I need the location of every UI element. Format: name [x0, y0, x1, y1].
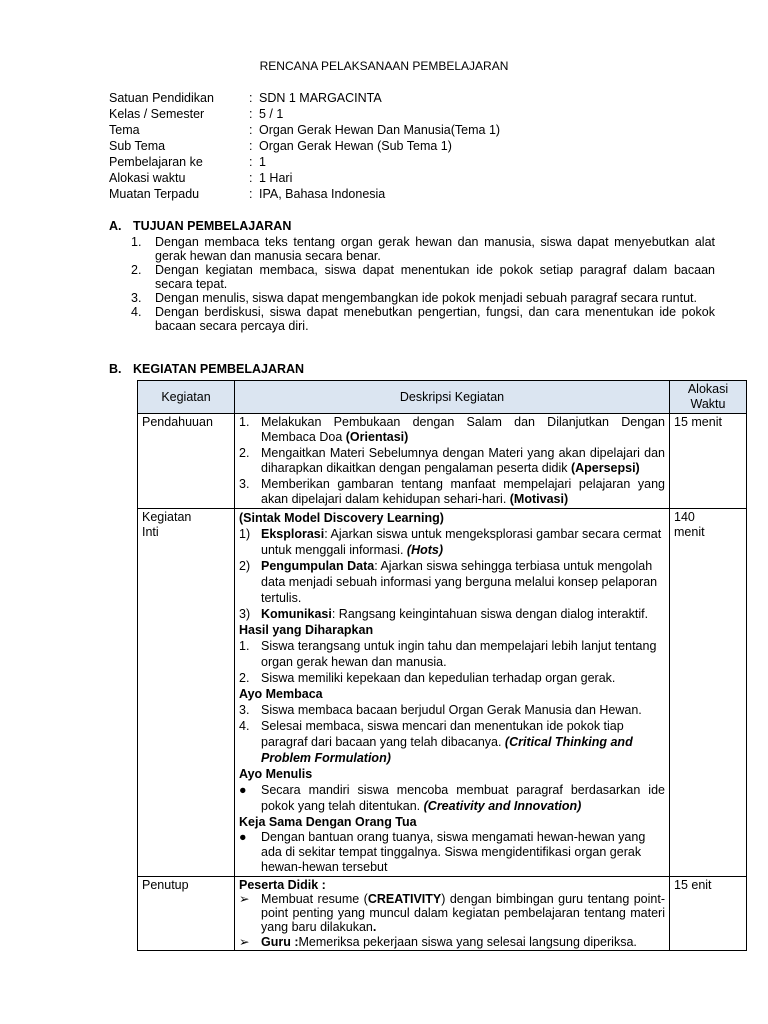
item-number: 3. [239, 703, 250, 717]
item-tag: (Orientasi) [345, 430, 409, 444]
list-item [131, 291, 715, 305]
item-text: : Ajarkan siswa untuk mengeksplorasi gambar secara cermat untuk menggali informasi. [261, 527, 662, 557]
section-b-heading [109, 362, 304, 377]
list-item [239, 782, 665, 814]
step-label: Komunikasi [261, 607, 332, 621]
header-alokasi [670, 381, 747, 414]
identity-colon: : [249, 139, 253, 153]
list-item [239, 526, 665, 558]
cell-phase [138, 877, 235, 951]
time-value: 15 menit [674, 415, 722, 429]
table-row [138, 877, 747, 951]
cell-time [670, 509, 747, 877]
identity-label: Sub Tema [109, 139, 166, 153]
item-text: Dengan membaca teks tentang organ gerak hewan dan manusia, siswa dapat menyebutkan alat gerak hewan dan manusia secara benar. [155, 235, 715, 263]
list-item [239, 415, 665, 445]
table-row [138, 414, 747, 509]
header-alokasi-line2: Waktu [690, 397, 726, 411]
cell-time [670, 877, 747, 951]
item-tag: (Creativity and Innovation) [423, 799, 582, 813]
identity-row [109, 91, 500, 107]
item-text: Dengan kegiatan membaca, siswa dapat menentukan ide pokok setiap paragraf dalam bacaan secara tepat. [155, 263, 715, 291]
identity-block [109, 91, 500, 203]
item-number: 3. [131, 291, 142, 305]
list-item [239, 446, 665, 476]
item-number: 1. [239, 639, 250, 653]
item-text: Siswa memiliki kepekaan dan kepedulian terhadap organ gerak. [261, 671, 616, 685]
phase-name-line2: Inti [142, 525, 159, 539]
time-value: 15 enit [674, 878, 712, 892]
cell-description [235, 877, 670, 951]
activities-table [137, 380, 747, 951]
list-item [239, 606, 665, 622]
item-number: 3) [239, 607, 251, 621]
identity-value: SDN 1 MARGACINTA [259, 91, 382, 105]
item-number: 2. [131, 263, 142, 277]
list-item [131, 263, 715, 291]
item-tag: (Hots) [406, 543, 444, 557]
list-item [239, 702, 665, 718]
item-number: 1) [239, 527, 251, 541]
time-value-line2: menit [674, 525, 705, 539]
item-tag: (Critical Thinking and Problem Formulation) [261, 735, 633, 765]
peserta-heading: Peserta Didik : [239, 878, 326, 892]
item-text: Dengan bantuan orang tuanya, siswa mengamati hewan-hewan yang ada di sekitar tempat tinggalnya. Siswa mengidentifikasi organ gerak hewan-hewan tersebut [261, 830, 646, 874]
phase-name-line1: Kegiatan [142, 510, 192, 524]
item-text: : Rangsang keingintahuan siswa dengan dialog interaktif. [331, 607, 649, 621]
item-number: 1. [239, 415, 250, 429]
membaca-heading: Ayo Membaca [239, 687, 323, 701]
arrow-bullet-icon: ➢ [239, 935, 250, 949]
identity-value: IPA, Bahasa Indonesia [259, 187, 386, 201]
section-title: TUJUAN PEMBELAJARAN [133, 219, 292, 233]
item-tag: (Apersepsi) [570, 461, 640, 475]
item-text: Selesai membaca, siswa mencari dan menentukan ide pokok tiap paragraf dari bacaan yang telah dibacanya. [261, 719, 624, 749]
identity-row [109, 187, 500, 203]
step-label: Eksplorasi [261, 527, 325, 541]
header-deskripsi: Deskripsi Kegiatan [235, 381, 670, 414]
item-text: Memberikan gambaran tentang manfaat mempelajari pelajaran yang akan dipelajari dalam kehidupan sehari-hari. [261, 477, 665, 506]
item-number: 2. [239, 671, 250, 685]
table-row [138, 509, 747, 877]
list-item [239, 892, 665, 934]
identity-colon: : [249, 123, 253, 137]
item-label: Guru : [261, 935, 299, 949]
section-a-heading [109, 219, 291, 234]
header-kegiatan: Kegiatan [138, 381, 235, 414]
item-text-end: . [372, 920, 377, 934]
identity-colon: : [249, 187, 253, 201]
list-item [239, 830, 665, 875]
item-text: Memeriksa pekerjaan siswa yang selesai langsung diperiksa. [298, 935, 637, 949]
menulis-heading: Ayo Menulis [239, 767, 313, 781]
item-text: Siswa terangsang untuk ingin tahu dan mempelajari lebih lanjut tentang organ gerak hewan dan manusia. [261, 639, 657, 669]
list-item [131, 235, 715, 263]
hasil-heading: Hasil yang Diharapkan [239, 623, 374, 637]
item-number: 3. [239, 477, 250, 491]
identity-value: 5 / 1 [259, 107, 284, 121]
identity-label: Tema [109, 123, 140, 137]
identity-label: Kelas / Semester [109, 107, 205, 121]
item-number: 1. [131, 235, 142, 249]
item-number: 2) [239, 559, 251, 573]
cell-phase [138, 509, 235, 877]
page-title: RENCANA PELAKSANAAN PEMBELAJARAN [259, 59, 509, 73]
goals-list [131, 235, 715, 333]
identity-colon: : [249, 155, 253, 169]
list-item [239, 477, 665, 507]
list-item [239, 558, 665, 606]
identity-value: 1 Hari [259, 171, 293, 185]
identity-value: Organ Gerak Hewan Dan Manusia(Tema 1) [259, 123, 501, 137]
model-heading: (Sintak Model Discovery Learning) [239, 511, 444, 525]
identity-row [109, 107, 500, 123]
identity-label: Satuan Pendidikan [109, 91, 214, 105]
item-text: Mengaitkan Materi Sebelumnya dengan Materi yang akan dipelajari dan diharapkan dikaitkan dengan pengalaman peserta didik [261, 446, 665, 475]
step-label: Pengumpulan Data [261, 559, 375, 573]
phase-name: Penutup [142, 878, 189, 892]
table-header-row [138, 381, 747, 414]
cell-description [235, 509, 670, 877]
identity-label: Alokasi waktu [109, 171, 186, 185]
bullet-icon: ● [239, 783, 247, 797]
item-text: Dengan berdiskusi, siswa dapat menebutkan pengertian, fungsi, dan cara menentukan ide pokok bacaan secara percaya diri. [155, 305, 715, 333]
list-item [131, 305, 715, 333]
section-letter: B. [109, 362, 122, 376]
item-number: 4. [239, 719, 250, 733]
identity-colon: : [249, 171, 253, 185]
item-tag: (Motivasi) [509, 492, 569, 506]
identity-row [109, 139, 500, 155]
item-text-pre: Membuat resume ( [261, 892, 368, 906]
identity-colon: : [249, 107, 253, 121]
list-item [239, 718, 665, 766]
cell-phase [138, 414, 235, 509]
section-letter: A. [109, 219, 122, 233]
kerja-heading: Keja Sama Dengan Orang Tua [239, 815, 417, 829]
identity-label: Pembelajaran ke [109, 155, 203, 169]
cell-description [235, 414, 670, 509]
identity-colon: : [249, 91, 253, 105]
arrow-bullet-icon: ➢ [239, 892, 250, 906]
item-number: 4. [131, 305, 142, 319]
item-text: Siswa membaca bacaan berjudul Organ Gerak Manusia dan Hewan. [261, 703, 642, 717]
bullet-icon: ● [239, 830, 247, 844]
item-text: Dengan menulis, siswa dapat mengembangkan ide pokok menjadi sebuah paragraf secara runtut. [155, 291, 697, 305]
item-text: Melakukan Pembukaan dengan Salam dan Dilanjutkan Dengan Membaca Doa [261, 415, 665, 444]
item-text-post: ) dengan bimbingan guru tentang point-point penting yang muncul dalam kegiatan pembelajaran tentang materi yang baru dilakukan [261, 892, 665, 934]
identity-row [109, 171, 500, 187]
item-text: Secara mandiri siswa mencoba membuat paragraf berdasarkan ide pokok yang telah ditentukan. [261, 783, 665, 813]
phase-name: Pendahuuan [142, 415, 213, 429]
list-item [239, 935, 665, 949]
item-tag: CREATIVITY [367, 892, 442, 906]
item-text: : Ajarkan siswa sehingga terbiasa untuk mengolah data menjadi sebuah informasi yang berguna melalui konsep pelaporan tertulis. [261, 559, 658, 605]
identity-value: Organ Gerak Hewan (Sub Tema 1) [259, 139, 452, 153]
identity-row [109, 123, 500, 139]
identity-value: 1 [259, 155, 266, 169]
header-alokasi-line1: Alokasi [687, 382, 729, 396]
cell-time [670, 414, 747, 509]
item-number: 2. [239, 446, 250, 460]
time-value-line1: 140 [674, 510, 695, 524]
identity-row [109, 155, 500, 171]
section-title: KEGIATAN PEMBELAJARAN [133, 362, 305, 376]
list-item [239, 670, 665, 686]
identity-label: Muatan Terpadu [109, 187, 200, 201]
list-item [239, 638, 665, 670]
